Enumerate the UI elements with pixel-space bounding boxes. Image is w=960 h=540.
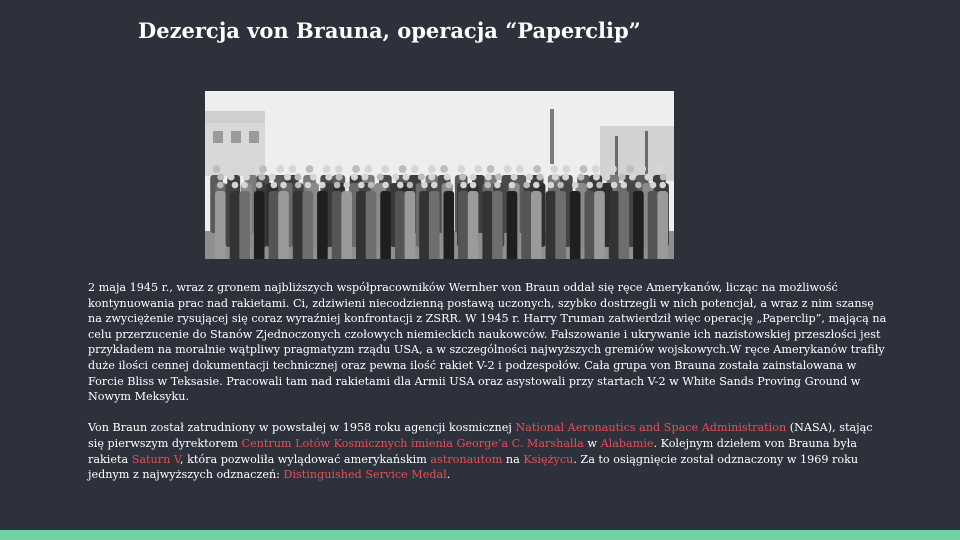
person-head — [659, 182, 666, 189]
person-body — [619, 191, 630, 259]
person-body — [380, 191, 391, 259]
person-head — [343, 182, 350, 189]
person-head — [592, 165, 600, 173]
person-head — [459, 174, 466, 181]
person-head — [660, 174, 667, 181]
person-body — [215, 191, 226, 259]
person-head — [572, 182, 579, 189]
paragraph-operation-paperclip: 2 maja 1945 r., wraz z gronem najbliższych współpracowników Wernher von Braun oddał się ręce Amerykanów, licząc na możliwość kontynuowania prac nad rakietami. Ci, zdziwieni niecodzienną postawą uczonych, szybko dostrzegli w nich potencjał, a wraz z nim szansę na zwyciężenie rysującej się coraz wyraźniej konfrontacji z ZSRR. W 1945 r. Harry Truman zatwierdził więc operację „Paperclip”, mającą na celu przerzucenie do Stanów Zjednoczonych czołowych niemieckich naukowców. Fałszowanie i ukrywanie ich nazistowskiej przeszłości jest przykładem na moralnie wątpliwy pragmatyzm rządu USA, a w szczególności najwyższych gremiów wojskowych.W ręce Amerykanów trafiły duże ilości cennej dokumentacji technicznej oraz pewna ilość rakiet V-2 i podzespołów. Cała grupa von Brauna została zainstalowana w Forcie Bliss w Teksasie. Pracowali tam nad rakietami dla Armii USA oraz asystowali przy startach V-2 w White Sands Proving Ground w Nowym Meksyku. — [88, 281, 887, 404]
person-head — [352, 165, 360, 173]
person-head — [548, 182, 555, 189]
person-body — [230, 191, 241, 259]
person-head — [552, 174, 559, 181]
person-head — [557, 182, 564, 189]
person-head — [562, 174, 569, 181]
person-head — [587, 182, 594, 189]
person-head — [232, 182, 239, 189]
person-head — [516, 165, 524, 173]
person-body — [419, 191, 430, 259]
person-head — [550, 165, 558, 173]
person-head — [397, 182, 404, 189]
person-head — [323, 165, 331, 173]
person-head — [475, 165, 483, 173]
person-head — [485, 174, 492, 181]
person-body — [546, 191, 557, 259]
person-head — [593, 174, 600, 181]
text-segment: (NASA), stając się pierwszym dyrektorem — [88, 421, 873, 450]
person-head — [487, 165, 495, 173]
person-body — [458, 191, 469, 259]
person-head — [280, 182, 287, 189]
person-body — [269, 191, 280, 259]
person-head — [494, 182, 501, 189]
text-segment: . — [446, 468, 451, 482]
person-head — [428, 174, 435, 181]
person-head — [421, 182, 428, 189]
person-head — [621, 182, 628, 189]
person-head — [213, 165, 221, 173]
person-head — [460, 182, 467, 189]
person-body — [429, 191, 440, 259]
person-body — [594, 191, 605, 259]
person-body — [492, 191, 503, 259]
person-body — [657, 191, 668, 259]
text-segment: . Kolejnym dziełem von Brauna była rakieta — [88, 436, 857, 466]
person-head — [638, 165, 646, 173]
person-head — [335, 165, 343, 173]
person-head — [377, 174, 384, 181]
person-head — [259, 165, 267, 173]
person-body — [648, 191, 659, 259]
person-head — [241, 182, 248, 189]
person-head — [407, 182, 414, 189]
person-head — [509, 182, 516, 189]
person-head — [578, 174, 585, 181]
person-head — [526, 174, 533, 181]
person-head — [596, 182, 603, 189]
person-body — [570, 191, 581, 259]
person-head — [656, 165, 664, 173]
person-head — [319, 182, 326, 189]
person-body — [356, 191, 367, 259]
person-body — [507, 191, 518, 259]
person-body — [278, 191, 289, 259]
person-head — [536, 174, 543, 181]
text-segment: , która pozwoliła wylądować amerykańskim — [180, 452, 431, 466]
person-head — [563, 165, 571, 173]
person-head — [411, 165, 419, 173]
link-saturn-v[interactable]: Saturn V — [131, 452, 180, 466]
person-body — [293, 191, 304, 259]
person-head — [440, 165, 448, 173]
person-head — [289, 165, 297, 173]
person-head — [334, 182, 341, 189]
person-body — [633, 191, 644, 259]
person-head — [446, 182, 453, 189]
group-photo — [205, 91, 674, 259]
person-head — [351, 174, 358, 181]
person-head — [305, 182, 312, 189]
person-head — [523, 182, 530, 189]
person-head — [470, 174, 477, 181]
person-head — [431, 182, 438, 189]
person-head — [495, 174, 502, 181]
person-body — [482, 191, 493, 259]
body-text — [88, 280, 888, 483]
bottom-accent-bar — [0, 530, 960, 540]
slide-title: Dezercja von Brauna, operacja “Paperclip” — [138, 18, 641, 43]
person-body — [468, 191, 479, 259]
person-head — [358, 182, 365, 189]
paragraph-nasa-career — [88, 420, 888, 482]
person-head — [361, 174, 368, 181]
person-head — [258, 174, 265, 181]
link-moon[interactable]: Księżycu — [523, 452, 574, 466]
person-head — [644, 174, 651, 181]
person-head — [247, 165, 255, 173]
person-head — [295, 182, 302, 189]
link-alabama[interactable]: Alabamie — [600, 436, 654, 450]
person-head — [295, 174, 302, 181]
person-head — [650, 182, 657, 189]
text-segment: Von Braun został zatrudniony w powstałej w 1958 roku agencji kosmicznej — [88, 421, 516, 435]
person-head — [428, 165, 436, 173]
person-body — [609, 191, 620, 259]
person-body — [405, 191, 416, 259]
person-head — [626, 165, 634, 173]
link-distinguished-service-medal[interactable]: Distinguished Service Medal — [283, 468, 447, 482]
person-head — [470, 182, 477, 189]
text-segment: w — [583, 436, 601, 450]
person-body — [254, 191, 265, 259]
person-head — [619, 174, 626, 181]
person-head — [444, 174, 451, 181]
person-head — [310, 174, 317, 181]
person-body — [444, 191, 455, 259]
link-nasa[interactable]: National Aeronautics and Space Administration — [515, 421, 787, 435]
person-head — [230, 165, 238, 173]
person-body — [303, 191, 314, 259]
person-head — [336, 174, 343, 181]
person-head — [484, 182, 491, 189]
person-head — [256, 182, 263, 189]
person-head — [269, 174, 276, 181]
person-body — [341, 191, 352, 259]
person-head — [284, 174, 291, 181]
person-head — [228, 174, 235, 181]
person-body — [585, 191, 596, 259]
person-body — [332, 191, 343, 259]
person-head — [457, 165, 465, 173]
person-body — [555, 191, 566, 259]
person-head — [271, 182, 278, 189]
photo-pole — [550, 109, 554, 164]
text-segment: . Za to osiągnięcie został odznaczony w 1969 roku jednym z najwyższych odznaczeń: — [88, 452, 859, 482]
person-head — [276, 165, 284, 173]
person-body — [395, 191, 406, 259]
person-head — [382, 182, 389, 189]
group-photo-drawing — [205, 91, 674, 259]
person-head — [382, 165, 390, 173]
person-head — [580, 165, 588, 173]
person-body — [521, 191, 532, 259]
person-head — [609, 165, 617, 173]
person-head — [325, 174, 332, 181]
person-head — [635, 182, 642, 189]
link-astronauts[interactable]: astronautom — [430, 452, 503, 466]
person-head — [364, 165, 372, 173]
photo-building-right — [600, 126, 674, 181]
person-body — [317, 191, 328, 259]
person-head — [217, 174, 224, 181]
person-head — [243, 174, 250, 181]
text-segment: na — [502, 452, 524, 466]
person-head — [217, 182, 224, 189]
person-head — [368, 182, 375, 189]
person-head — [399, 165, 407, 173]
person-head — [533, 165, 541, 173]
person-head — [611, 182, 618, 189]
link-marshall-center[interactable]: Centrum Lotów Kosmicznych imienia George’a C. Marshalla — [241, 436, 584, 450]
person-head — [504, 165, 512, 173]
person-head — [306, 165, 314, 173]
person-body — [239, 191, 250, 259]
person-head — [392, 174, 399, 181]
person-head — [629, 174, 636, 181]
person-head — [418, 174, 425, 181]
person-head — [511, 174, 518, 181]
person-body — [531, 191, 542, 259]
person-head — [403, 174, 410, 181]
person-head — [603, 174, 610, 181]
person-body — [366, 191, 377, 259]
person-head — [533, 182, 540, 189]
